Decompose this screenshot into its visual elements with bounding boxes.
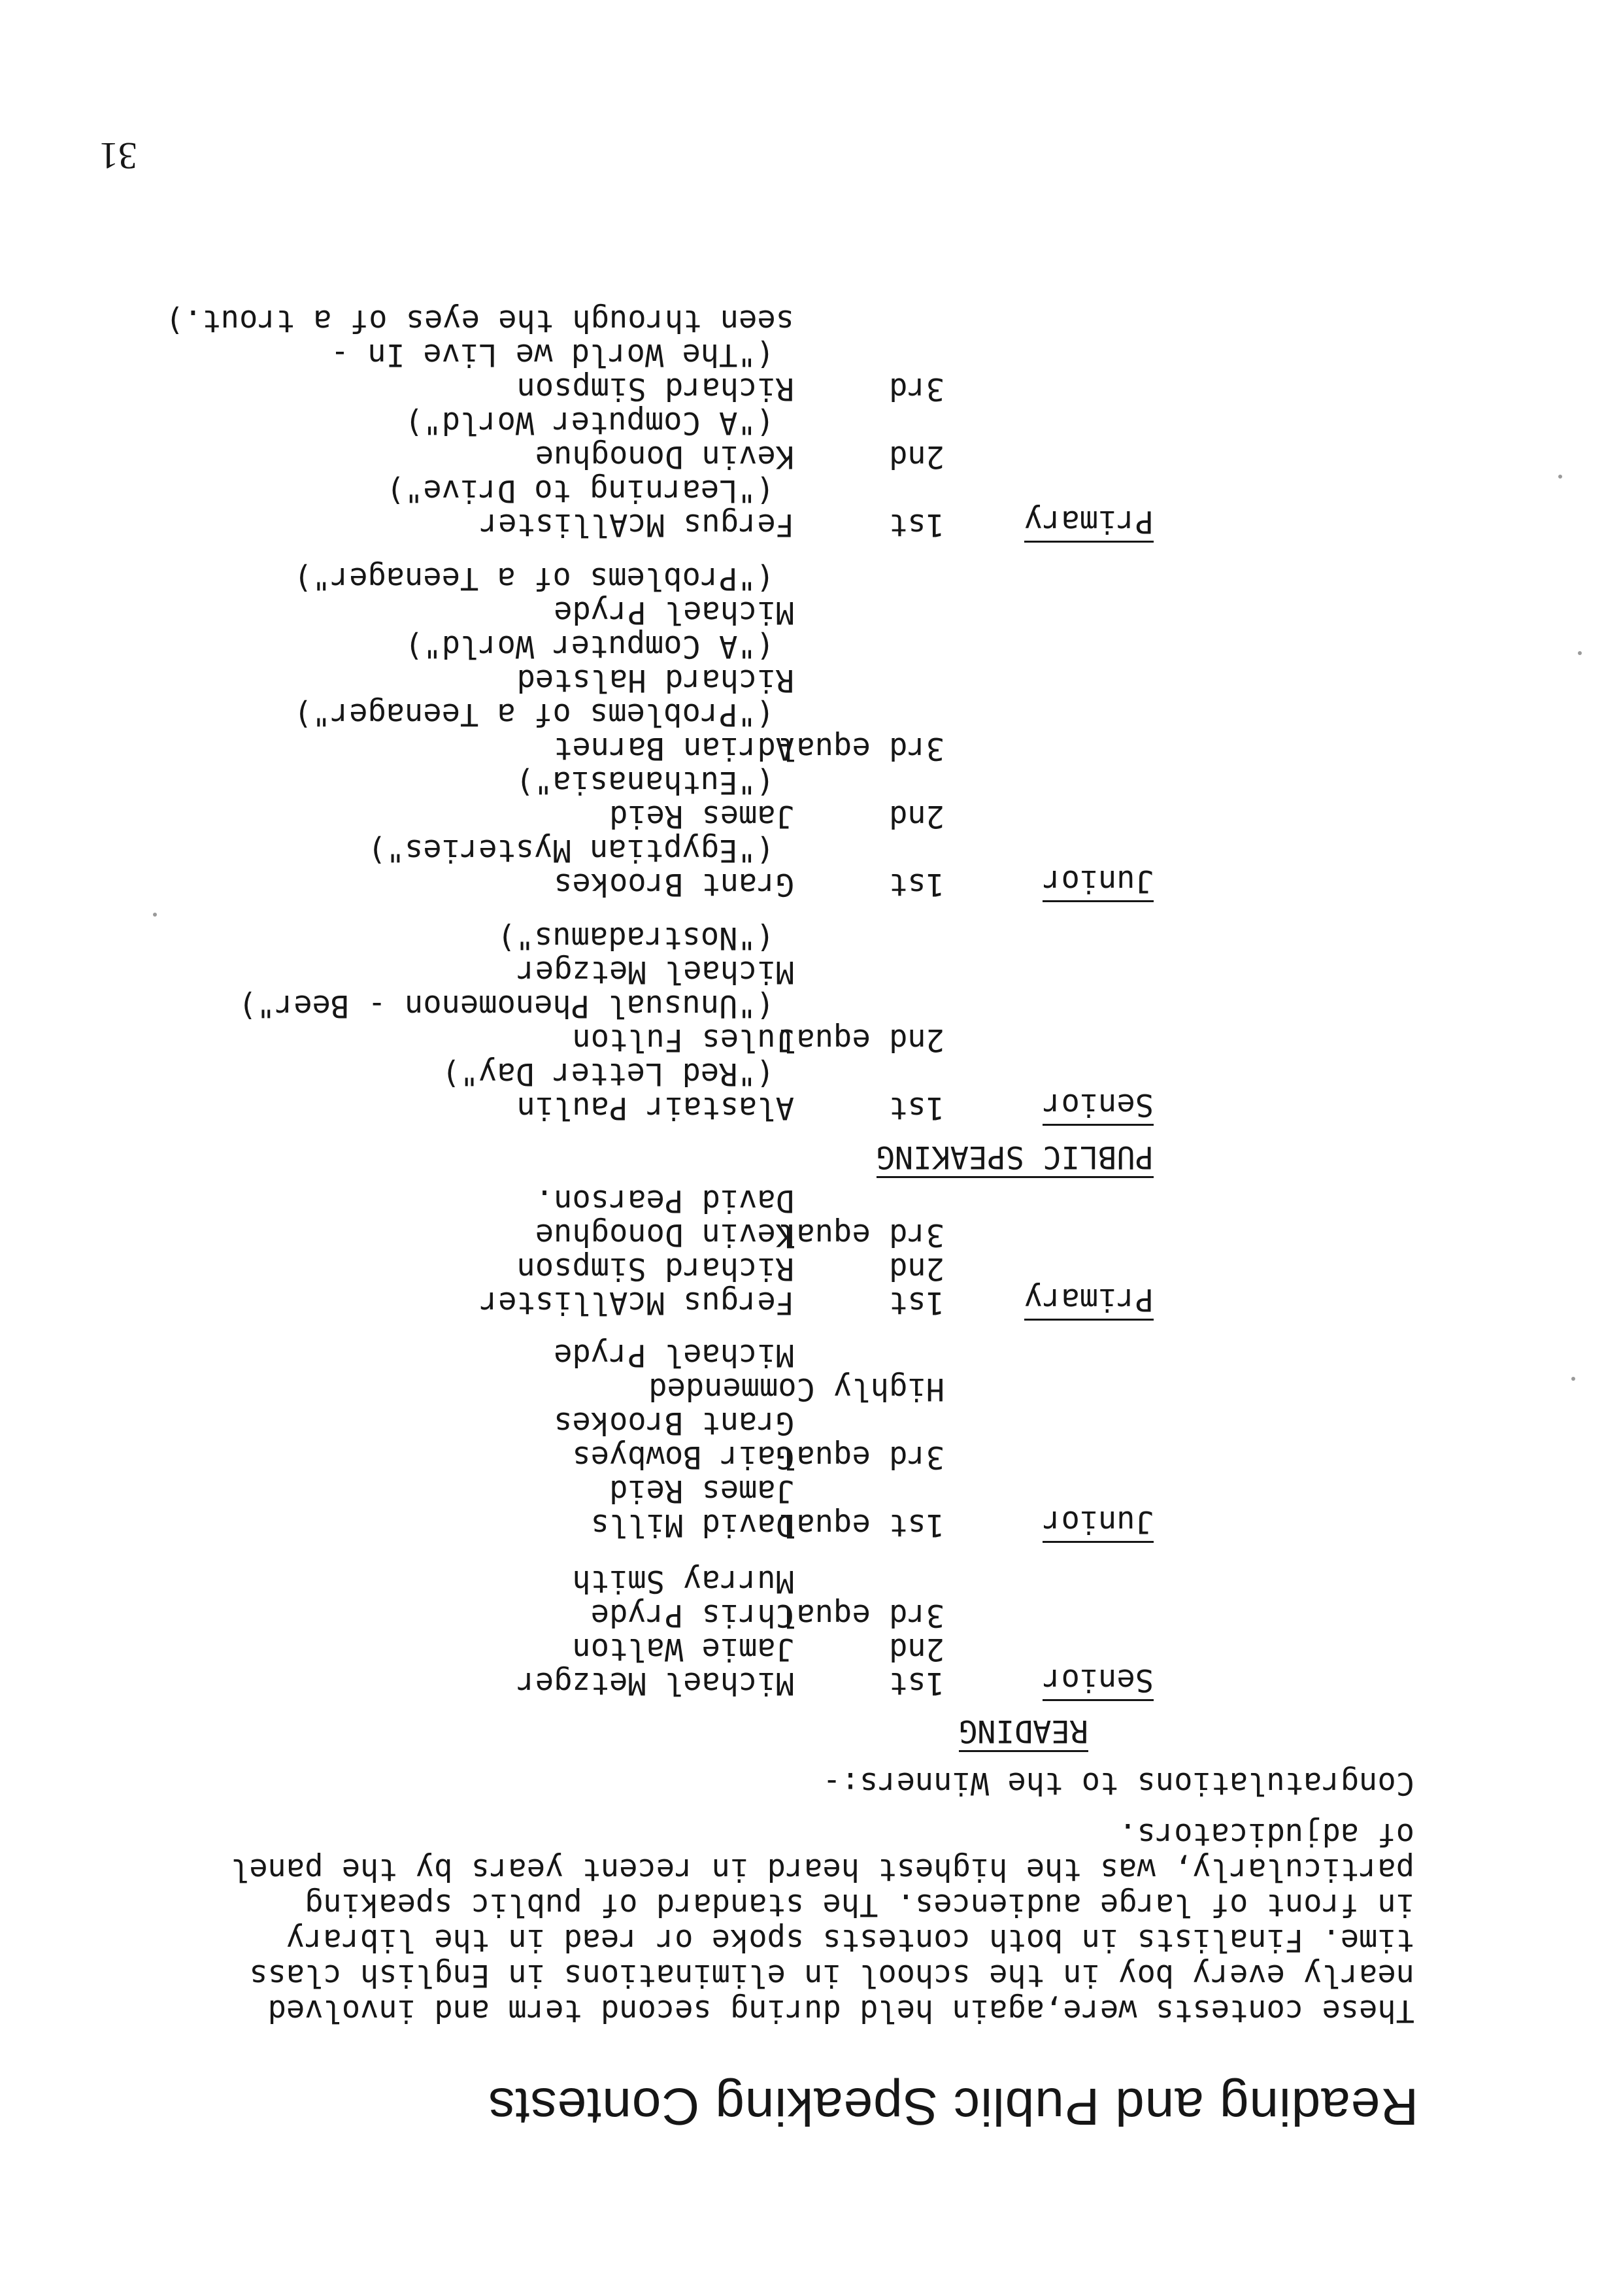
- reading-primary-label: Primary: [1024, 1281, 1154, 1321]
- reading-senior-place: 3rd equal: [778, 1597, 944, 1633]
- public-speaking-heading: PUBLIC SPEAKING: [877, 1139, 1154, 1178]
- speech-topic: ("Unusual Phenomenon - Beer"): [238, 988, 775, 1024]
- reading-primary-place: 1st: [889, 1285, 944, 1321]
- speaking-primary-name: Kevin Donoghue: [535, 439, 794, 475]
- speaking-junior-place: 1st: [889, 866, 944, 902]
- intro-line: particularly, was the highest heard in recent years by the panel: [231, 1851, 1414, 1887]
- speaking-senior-name: Alastair Paulin: [516, 1090, 794, 1126]
- intro-line: in front of large audiences. The standard of public speaking: [305, 1887, 1414, 1923]
- reading-senior-place: 1st: [889, 1665, 944, 1701]
- speaking-senior-name: Jules Fulton: [572, 1022, 794, 1058]
- reading-junior-name: David Mills: [590, 1507, 794, 1543]
- reading-junior-label: Junior: [1043, 1504, 1154, 1543]
- reading-junior-place: 1st equal: [778, 1507, 944, 1543]
- speaking-primary-label: Primary: [1024, 503, 1154, 543]
- speaking-junior-name: Adrian Barnet: [554, 730, 794, 766]
- speech-topic: ("Red Letter Day"): [441, 1056, 775, 1092]
- reading-primary-place: 2nd: [889, 1251, 944, 1287]
- scan-speck: [1571, 1377, 1575, 1381]
- highly-commended-label: Highly Commended: [648, 1371, 944, 1407]
- speaking-primary-name: Fergus McAllister: [479, 507, 794, 543]
- reading-senior-name: Chris Pryde: [590, 1597, 794, 1633]
- reading-primary-place: 3rd equal: [778, 1217, 944, 1253]
- speaking-senior-place: 2nd equal: [778, 1022, 944, 1058]
- speech-topic: ("Nostradamus"): [497, 920, 775, 956]
- speaking-primary-name: Richard Simpson: [516, 371, 794, 407]
- reading-heading: READING: [959, 1713, 1088, 1752]
- page-title: Reading and Public Speaking Contests: [488, 2078, 1418, 2136]
- reading-senior-name: Murray Smith: [572, 1563, 794, 1599]
- congratulations-line: Congratulations to the Winners:-: [822, 1765, 1414, 1801]
- speaking-junior-label: Junior: [1043, 863, 1154, 902]
- reading-primary-name: Fergus McAllister: [479, 1285, 794, 1321]
- speaking-primary-place: 2nd: [889, 439, 944, 475]
- reading-primary-name: David Pearson.: [535, 1183, 794, 1219]
- speech-topic: ("Learning to Drive"): [386, 473, 775, 509]
- intro-line: nearly every boy in the school in eliminations in English class: [249, 1957, 1414, 1993]
- scan-speck: [1578, 651, 1582, 655]
- speaking-junior-place: 2nd: [889, 798, 944, 834]
- speaking-senior-place: 1st: [889, 1090, 944, 1126]
- speaking-junior-name: Grant Brookes: [554, 866, 794, 902]
- speech-topic: ("A Computer World"): [405, 628, 775, 664]
- speaking-junior-place: 3rd equal: [778, 730, 944, 766]
- speech-topic: ("A Computer World"): [405, 405, 775, 441]
- speaking-senior-label: Senior: [1043, 1087, 1154, 1126]
- speech-topic: ("Problems of a Teenager"): [293, 696, 775, 732]
- speech-topic: ("The World we Live In -: [330, 337, 775, 373]
- scan-speck: [1558, 475, 1562, 479]
- speech-topic-continued: seen through the eyes of a trout.): [165, 303, 794, 339]
- reading-senior-name: Michael Metzger: [516, 1665, 794, 1701]
- speaking-primary-place: 3rd: [889, 371, 944, 407]
- intro-line: of adjudicators.: [1118, 1816, 1414, 1852]
- intro-line: These contests were,again held during second term and involved: [267, 1993, 1414, 2029]
- reading-primary-name: Kevin Donoghue: [535, 1217, 794, 1253]
- speaking-junior-name: Richard Halsted: [516, 662, 794, 698]
- speech-topic: ("Egyptian Mysteries"): [367, 832, 775, 868]
- reading-junior-name: Michael Pryde: [554, 1337, 794, 1373]
- speaking-senior-name: Michael Metzger: [516, 954, 794, 990]
- reading-senior-place: 2nd: [889, 1631, 944, 1667]
- reading-junior-name: Grant Brookes: [554, 1405, 794, 1441]
- scan-speck: [153, 913, 157, 917]
- intro-paragraph: [173, 1816, 1414, 2028]
- speech-topic: ("Problems of a Teenager"): [293, 560, 775, 596]
- reading-junior-name: James Reid: [609, 1473, 794, 1509]
- reading-primary-name: Richard Simpson: [516, 1251, 794, 1287]
- intro-line: time. Finalists in both contests spoke or read in the library: [286, 1922, 1414, 1958]
- reading-junior-place: 3rd equal: [778, 1439, 944, 1475]
- speaking-junior-name: Michael Pryde: [554, 594, 794, 630]
- speech-topic: ("Euthanasia"): [515, 764, 775, 800]
- reading-junior-name: Gair Bowbyes: [572, 1439, 794, 1475]
- reading-senior-label: Senior: [1043, 1662, 1154, 1701]
- speaking-junior-name: James Reid: [609, 798, 794, 834]
- speaking-primary-place: 1st: [889, 507, 944, 543]
- page-number: 31: [99, 135, 137, 177]
- reading-senior-name: Jamie Walton: [572, 1631, 794, 1667]
